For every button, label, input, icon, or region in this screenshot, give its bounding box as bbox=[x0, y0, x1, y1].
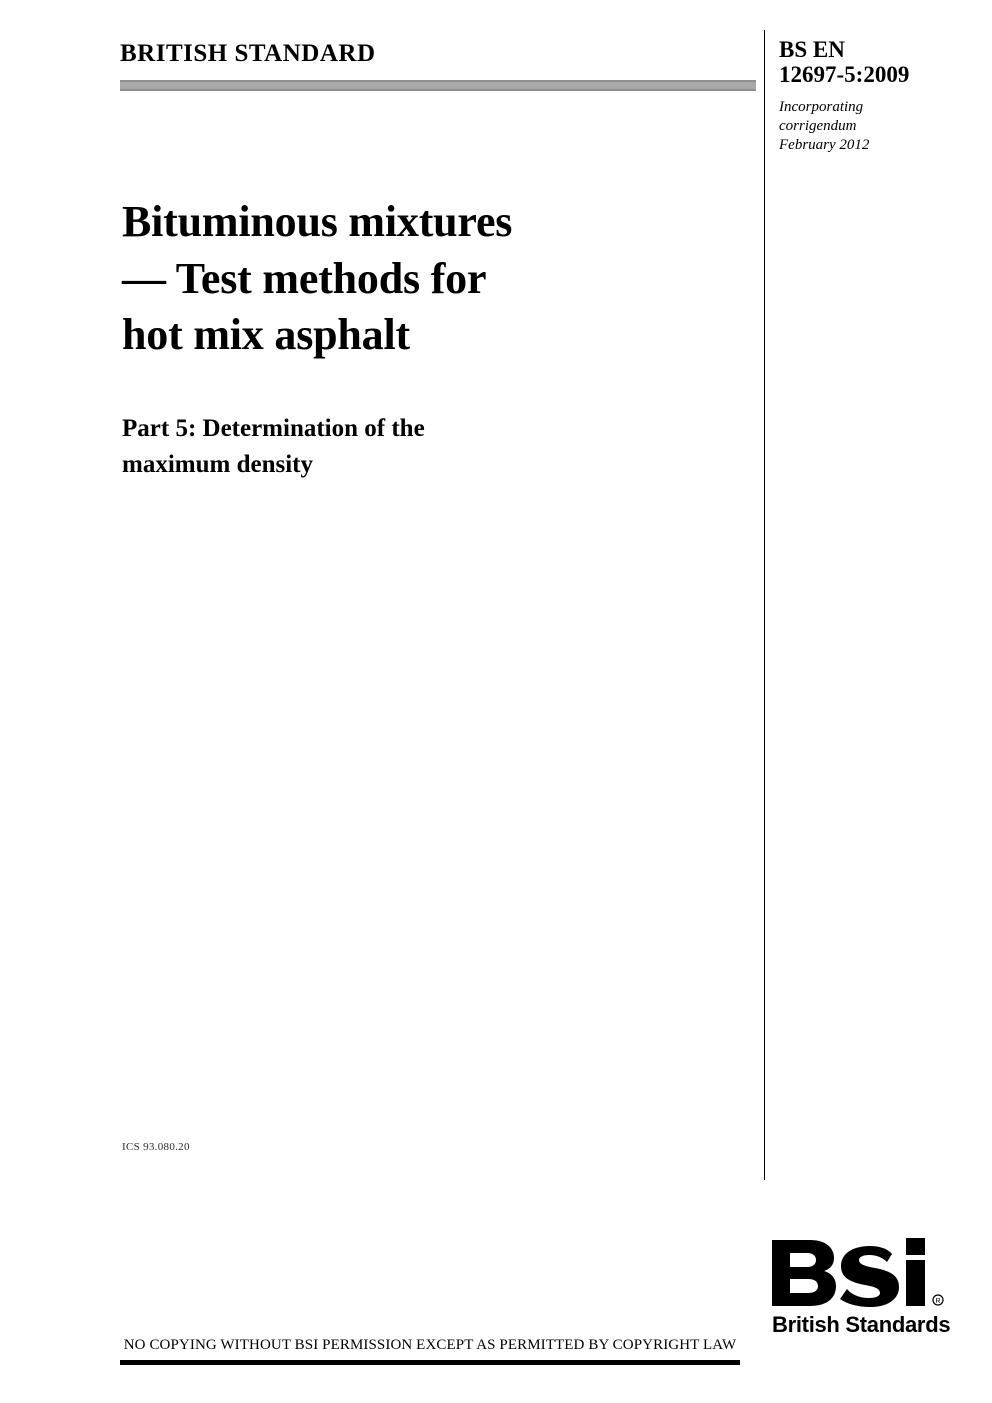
corrigendum-line-1: Incorporating bbox=[779, 99, 864, 115]
copyright-notice: NO COPYING WITHOUT BSI PERMISSION EXCEPT AS PERMITTED BY COPYRIGHT LAW bbox=[123, 1337, 737, 1353]
standard-number bbox=[779, 38, 979, 88]
british-standard-header: BRITISH STANDARD bbox=[120, 40, 376, 67]
corrigendum-line-3: February 2012 bbox=[779, 136, 870, 153]
footer-divider-rule bbox=[120, 1360, 740, 1365]
corrigendum-note bbox=[779, 98, 979, 154]
svg-text:R: R bbox=[935, 1298, 941, 1305]
page-subtitle-line-2: maximum density bbox=[122, 451, 313, 478]
header-divider-rule bbox=[120, 80, 756, 91]
standard-number-line-1: BS EN bbox=[779, 37, 845, 62]
page-title bbox=[122, 194, 742, 363]
page-subtitle-line-1: Part 5: Determination of the bbox=[122, 414, 425, 442]
bsi-logo-mark-icon bbox=[770, 1238, 955, 1308]
vertical-divider bbox=[764, 30, 765, 1180]
bsi-wordmark: British Standards bbox=[772, 1312, 951, 1337]
page-title-line-2: — Test methods for bbox=[122, 253, 487, 303]
page-title-line-1: Bituminous mixtures bbox=[122, 197, 513, 247]
page-title-line-3: hot mix asphalt bbox=[122, 310, 410, 360]
bsi-logo bbox=[770, 1238, 955, 1343]
standard-number-line-2: 12697-5:2009 bbox=[779, 61, 910, 87]
corrigendum-line-2: corrigendum bbox=[779, 117, 857, 134]
ics-code: ICS 93.080.20 bbox=[122, 1141, 190, 1153]
page-subtitle bbox=[122, 411, 722, 484]
